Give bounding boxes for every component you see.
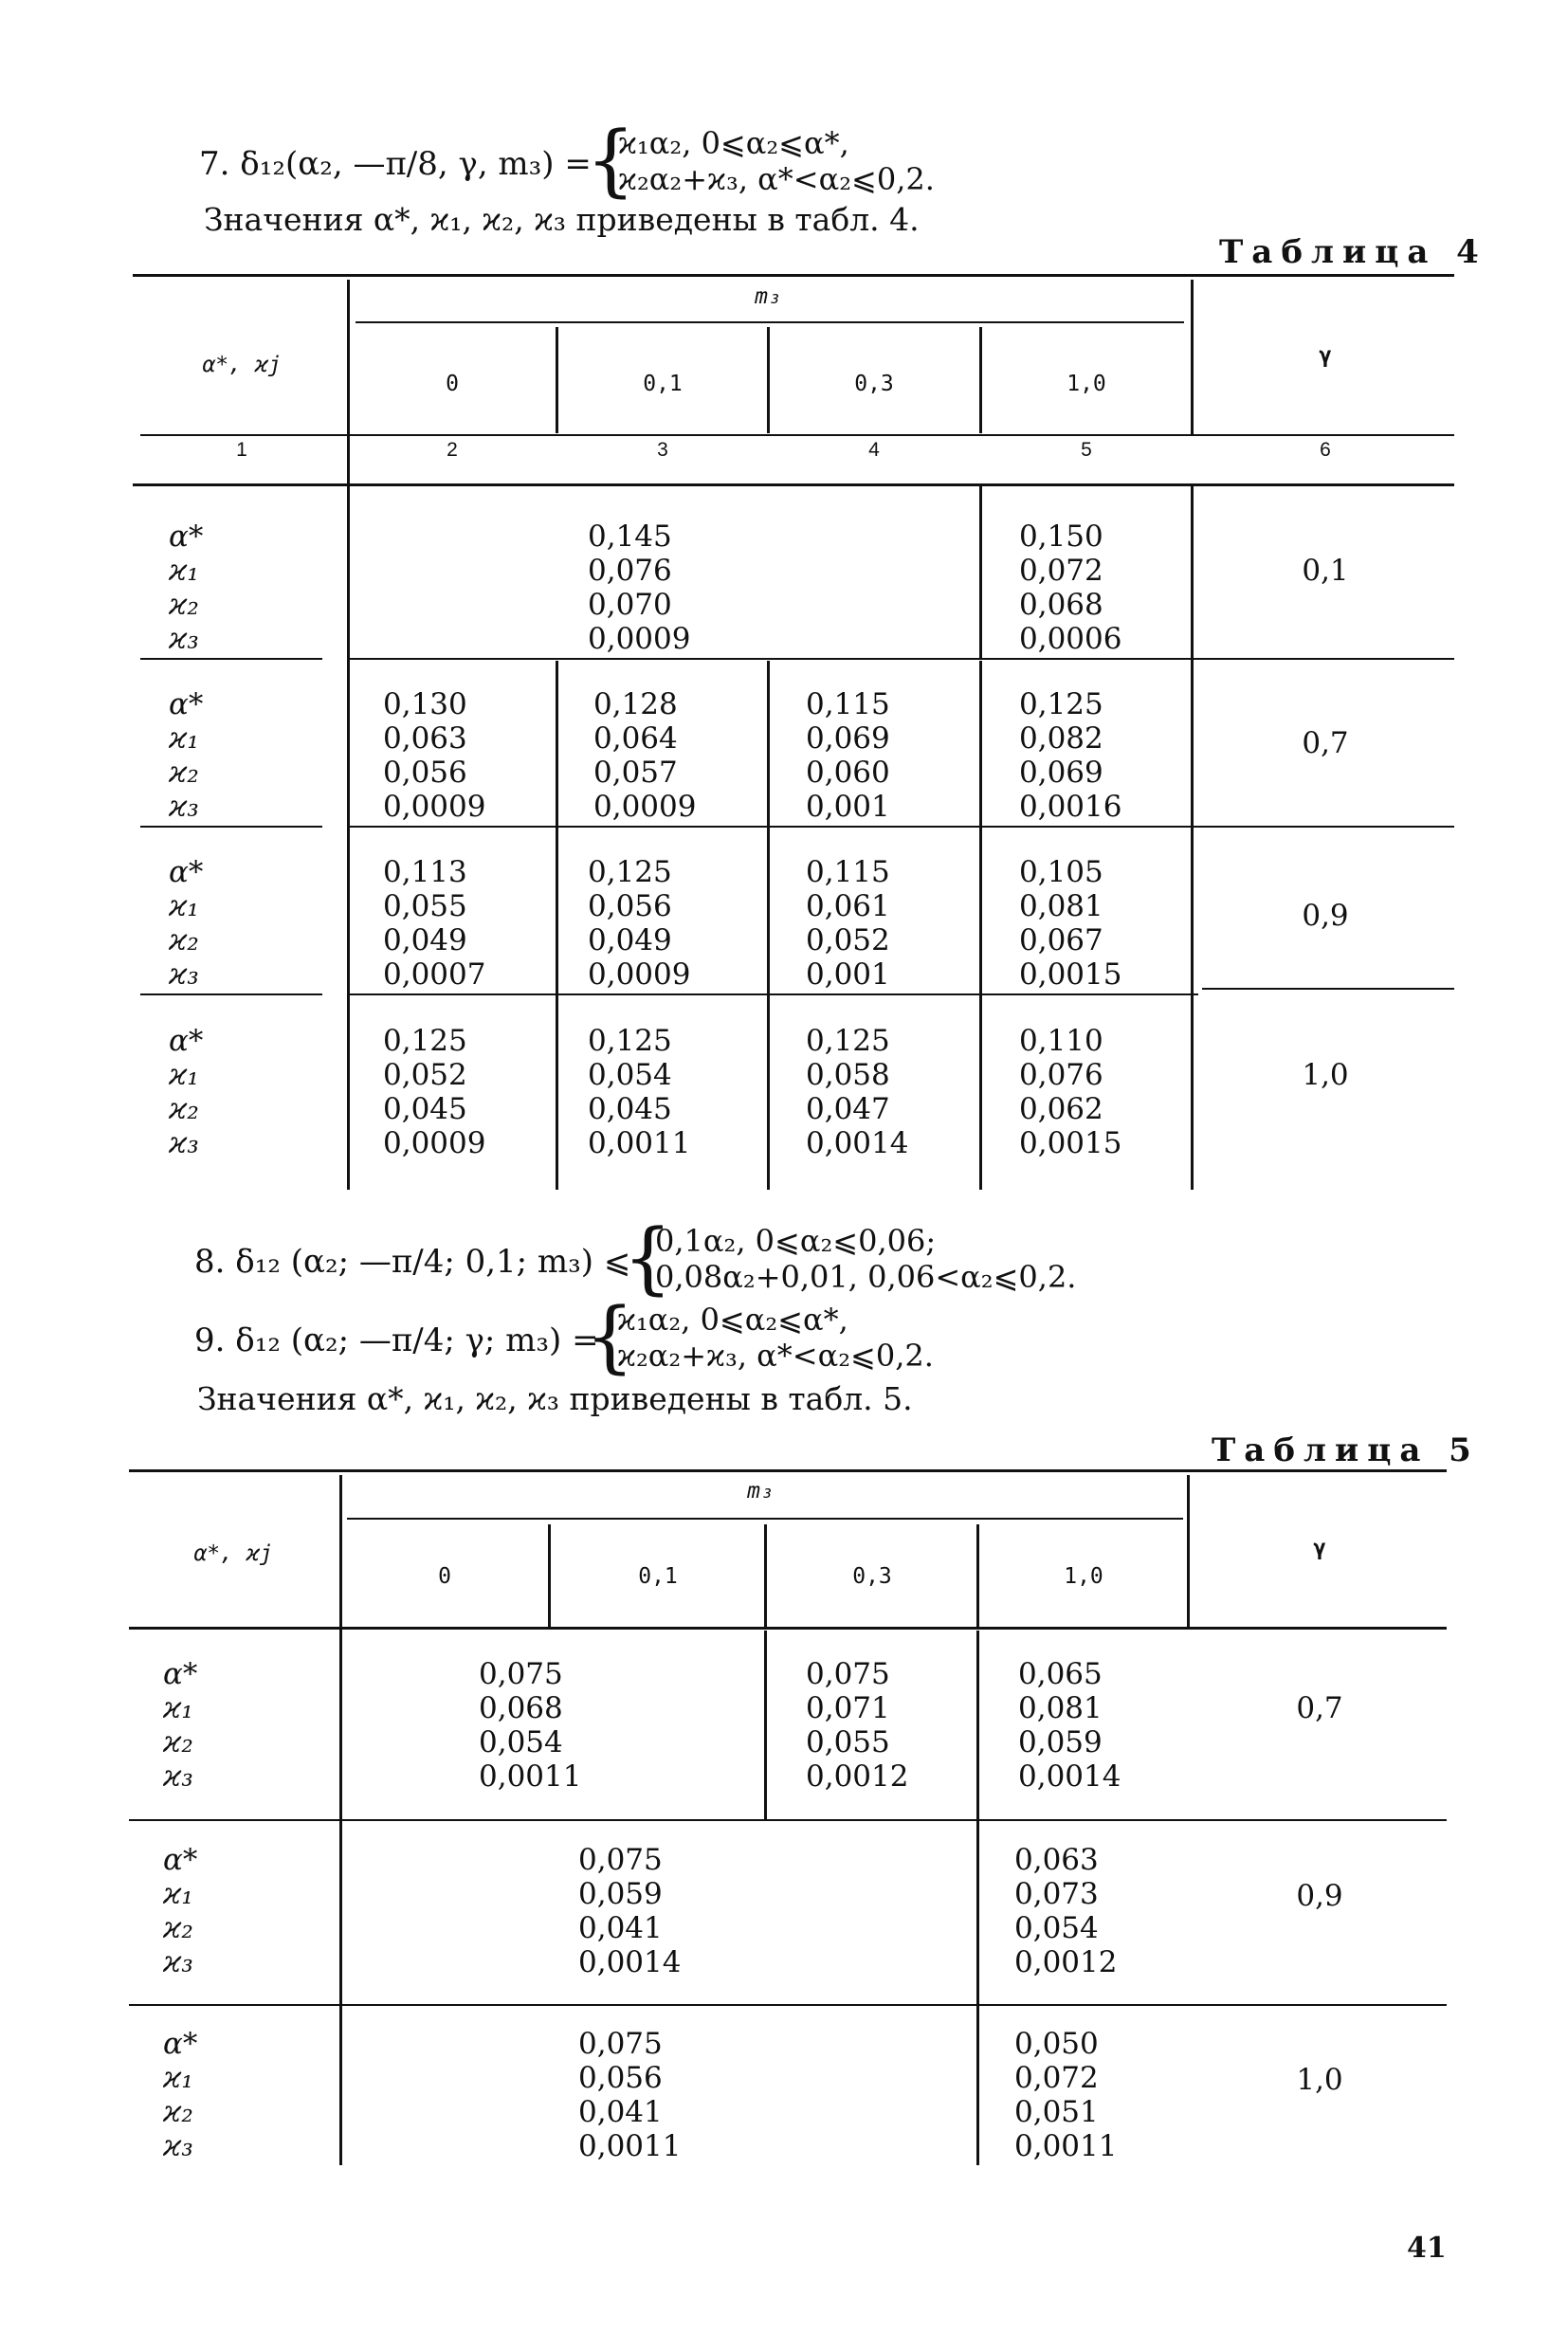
formula-8-case-2: 0,08α₂+0,01, 0,06<α₂⩽0,2. — [655, 1259, 1077, 1295]
table-5-gamma-value: 1,0 — [1296, 2063, 1343, 2097]
table-4-param-labels: α* ϰ₁ ϰ₂ ϰ₃ — [169, 855, 204, 992]
formula-7-case-1: ϰ₁α₂, 0⩽α₂⩽α*, — [618, 125, 849, 161]
table-5-gamma-header: γ — [1313, 1536, 1326, 1560]
table-4-colnum-5: 5 — [1081, 439, 1092, 461]
table-4-gamma-value: 0,7 — [1302, 726, 1349, 760]
table-4-cell: 0,125 0,052 0,045 0,0009 — [383, 1024, 486, 1160]
formula-9-brace: { — [585, 1292, 635, 1382]
table-5-cell-merged: 0,075 0,056 0,041 0,0011 — [578, 2027, 682, 2163]
formula-8-brace: { — [623, 1213, 673, 1303]
formula-7-brace: { — [586, 116, 636, 206]
table-4-cell: 0,130 0,063 0,056 0,0009 — [383, 687, 486, 824]
table-5-gamma-value: 0,7 — [1296, 1691, 1343, 1725]
table-4-cell: 0,125 0,056 0,049 0,0009 — [588, 855, 691, 992]
table-4-col-0: 0 — [446, 372, 459, 396]
table-4-caption: Таблица 4 — [1219, 233, 1487, 271]
table-4-cell: 0,110 0,076 0,062 0,0015 — [1019, 1024, 1122, 1160]
table-5-col-0: 0 — [438, 1564, 451, 1589]
table-4-cell: 0,113 0,055 0,049 0,0007 — [383, 855, 486, 992]
formula-7 — [199, 116, 1052, 206]
table-5-caption: Таблица 5 — [1212, 1431, 1480, 1469]
table-4-colnum-3: 3 — [657, 439, 668, 461]
table-4-cell-merged: 0,145 0,076 0,070 0,0009 — [588, 519, 691, 656]
table-5-gamma-value: 0,9 — [1296, 1879, 1343, 1913]
table-5-param-labels: α* ϰ₁ ϰ₂ ϰ₃ — [163, 1843, 198, 1979]
table-4-param-labels: α* ϰ₁ ϰ₂ ϰ₃ — [169, 519, 204, 656]
table-5-cell: 0,065 0,081 0,059 0,0014 — [1018, 1657, 1121, 1794]
table-4-m3-header: m₃ — [755, 284, 781, 309]
table-5-param-labels: α* ϰ₁ ϰ₂ ϰ₃ — [163, 2027, 198, 2163]
table-4-col-0-3: 0,3 — [854, 372, 894, 396]
table-4-colnum-1: 1 — [236, 439, 247, 461]
table-5-cell: 0,050 0,072 0,051 0,0011 — [1014, 2027, 1118, 2163]
table-4-param-labels: α* ϰ₁ ϰ₂ ϰ₃ — [169, 687, 204, 824]
table-4-row-label-header: α*, ϰj — [202, 353, 282, 377]
table-4-cell: 0,115 0,061 0,052 0,001 — [806, 855, 890, 992]
page-number: 41 — [1407, 2232, 1447, 2265]
formula-8-lhs: 8. δ₁₂ (α₂; —π/4; 0,1; m₃) ⩽ — [194, 1243, 631, 1281]
table-4-gamma-value: 1,0 — [1302, 1058, 1349, 1092]
formula-7-case-2: ϰ₂α₂+ϰ₃, α*<α₂⩽0,2. — [618, 161, 935, 197]
table-4-col-1-0: 1,0 — [1067, 372, 1106, 396]
table-4-cell: 0,125 0,054 0,045 0,0011 — [588, 1024, 691, 1160]
table-4-cell: 0,125 0,058 0,047 0,0014 — [806, 1024, 909, 1160]
formula-9-lhs: 9. δ₁₂ (α₂; —π/4; γ; m₃) = — [194, 1321, 599, 1359]
table-5-param-labels: α* ϰ₁ ϰ₂ ϰ₃ — [163, 1657, 198, 1794]
table-4-cell: 0,105 0,081 0,067 0,0015 — [1019, 855, 1122, 992]
formula-8-case-1: 0,1α₂, 0⩽α₂⩽0,06; — [655, 1223, 937, 1259]
table-4-gamma-value: 0,9 — [1302, 899, 1349, 933]
table-4-gamma-value: 0,1 — [1302, 554, 1349, 588]
table-4-colnum-4: 4 — [868, 439, 880, 461]
table-5-col-0-3: 0,3 — [852, 1564, 892, 1589]
table-4-colnum-2: 2 — [447, 439, 458, 461]
table-4-gamma-header: γ — [1319, 343, 1332, 368]
table-5-cell-merged: 0,075 0,059 0,041 0,0014 — [578, 1843, 682, 1979]
table-4-cell: 0,115 0,069 0,060 0,001 — [806, 687, 890, 824]
table-5-m3-header: m₃ — [747, 1479, 774, 1504]
table-5-cell-merged: 0,075 0,068 0,054 0,0011 — [479, 1657, 582, 1794]
table-4-colnum-6: 6 — [1320, 439, 1331, 461]
paragraph-table5-ref: Значения α*, ϰ₁, ϰ₂, ϰ₃ приведены в табл. 5. — [197, 1380, 913, 1417]
table-5-cell: 0,063 0,073 0,054 0,0012 — [1014, 1843, 1118, 1979]
formula-8 — [194, 1213, 1142, 1303]
formula-9-case-2: ϰ₂α₂+ϰ₃, α*<α₂⩽0,2. — [617, 1338, 934, 1374]
table-4-col-0-1: 0,1 — [643, 372, 683, 396]
table-4-cell: 0,150 0,072 0,068 0,0006 — [1019, 519, 1122, 656]
table-5-col-1-0: 1,0 — [1064, 1564, 1103, 1589]
paragraph-table4-ref: Значения α*, ϰ₁, ϰ₂, ϰ₃ приведены в табл. 4. — [204, 201, 920, 238]
formula-7-lhs: 7. δ₁₂(α₂, —π/8, γ, m₃) = — [199, 145, 592, 183]
table-4-cell: 0,128 0,064 0,057 0,0009 — [593, 687, 697, 824]
table-5-row-label-header: α*, ϰj — [193, 1541, 273, 1566]
table-4-param-labels: α* ϰ₁ ϰ₂ ϰ₃ — [169, 1024, 204, 1160]
table-5-col-0-1: 0,1 — [638, 1564, 678, 1589]
table-4-cell: 0,125 0,082 0,069 0,0016 — [1019, 687, 1122, 824]
formula-9-case-1: ϰ₁α₂, 0⩽α₂⩽α*, — [617, 1302, 848, 1338]
formula-9 — [194, 1292, 1048, 1382]
table-5-cell: 0,075 0,071 0,055 0,0012 — [806, 1657, 909, 1794]
